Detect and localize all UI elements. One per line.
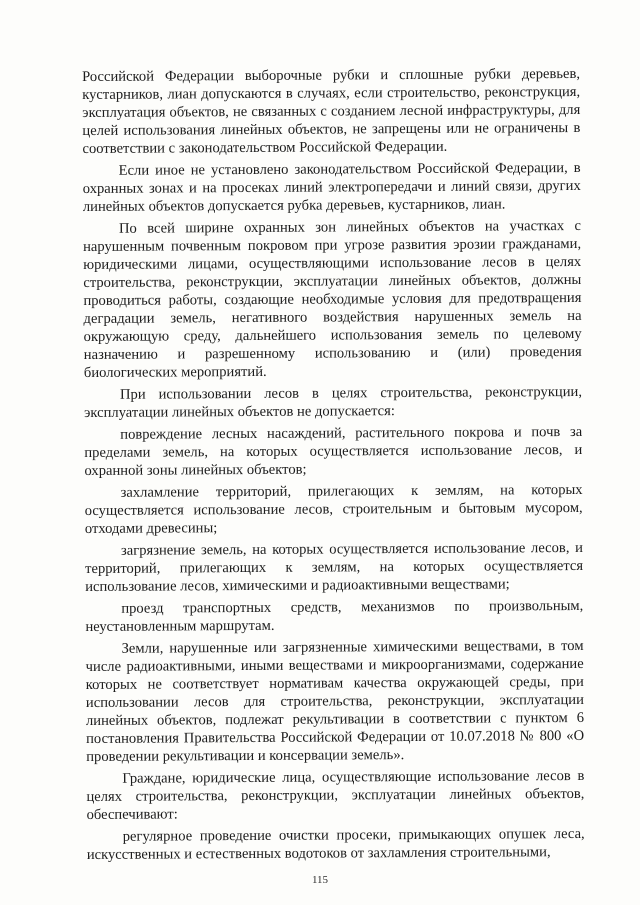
list-item-damage: повреждение лесных насаждений, растительного покрова и почв за пределами земель, на которых осуществляется использование лесов, и охранной зоны линейных объектов;	[84, 423, 583, 479]
paragraph-recultivation: Земли, нарушенные или загрязненные химическими веществами, в том числе радиоактивными, иными веществами и микроорганизмами, содержание которых не соответствует нормативам качества окружающей среды, при использовании лесов для строительства, реконструкции, эксплуатации линейных объектов, подлежат рекультивации в соответствии с пунктом 6 постановления Правительства Российской Федерации от 10.07.2018 № 800 «О проведении рекультивации и консервации земель».	[85, 637, 585, 765]
page-number: 115	[311, 874, 329, 886]
document-body	[82, 65, 585, 868]
list-item-vehicles: проезд транспортных средств, механизмов по произвольным, неустановленным маршрутам.	[85, 597, 584, 635]
paragraph-2: Если иное не установлено законодательством Российской Федерации, в охранных зонах и на просеках линий электропередачи и линий связи, других линейных объектов допускается рубка деревьев, кустарников, лиан.	[82, 159, 581, 215]
list-item-pollution: загрязнение земель, на которых осуществляется использование лесов, и территорий, прилегающих к землям, на которых осуществляется использование лесов, химическими и радиоактивными веществами;	[85, 539, 584, 595]
paragraph-4: При использовании лесов в целях строительства, реконструкции, эксплуатации линейных объектов не допускается:	[84, 383, 583, 421]
paragraph-cleaning: регулярное проведение очистки просеки, примыкающих опушек леса, искусственных и естественных водотоков от захламления строительными,	[86, 825, 585, 863]
paragraph-1: Российской Федерации выборочные рубки и сплошные рубки деревьев, кустарников, лиан допускаются в случаях, если строительство, реконструкция, эксплуатация объектов, не связанных с созданием лесной инфраструктуры, для целей использования линейных объектов, не запрещены или не ограничены в соответствии с законодательством Российской Федерации.	[82, 65, 581, 157]
paragraph-obligations: Граждане, юридические лица, осуществляющие использование лесов в целях строительства, реконструкции, эксплуатации линейных объектов, обеспечивают:	[86, 767, 585, 823]
list-item-littering: захламление территорий, прилегающих к землям, на которых осуществляется использование лесов, строительным и бытовым мусором, отходами древесины;	[84, 481, 583, 537]
paragraph-3: По всей ширине охранных зон линейных объектов на участках с нарушенным почвенным покровом при угрозе развития эрозии гражданами, юридическими лицами, осуществляющими использование лесов в целях строительства, реконструкции, эксплуатации линейных объектов, должны проводиться работы, создающие необходимые условия для предотвращения деградации земель, негативного воздействия нарушенных земель на окружающую среду, дальнейшего использования земель по целевому назначению и разрешенному использованию и (или) проведения биологических мероприятий.	[83, 217, 582, 381]
